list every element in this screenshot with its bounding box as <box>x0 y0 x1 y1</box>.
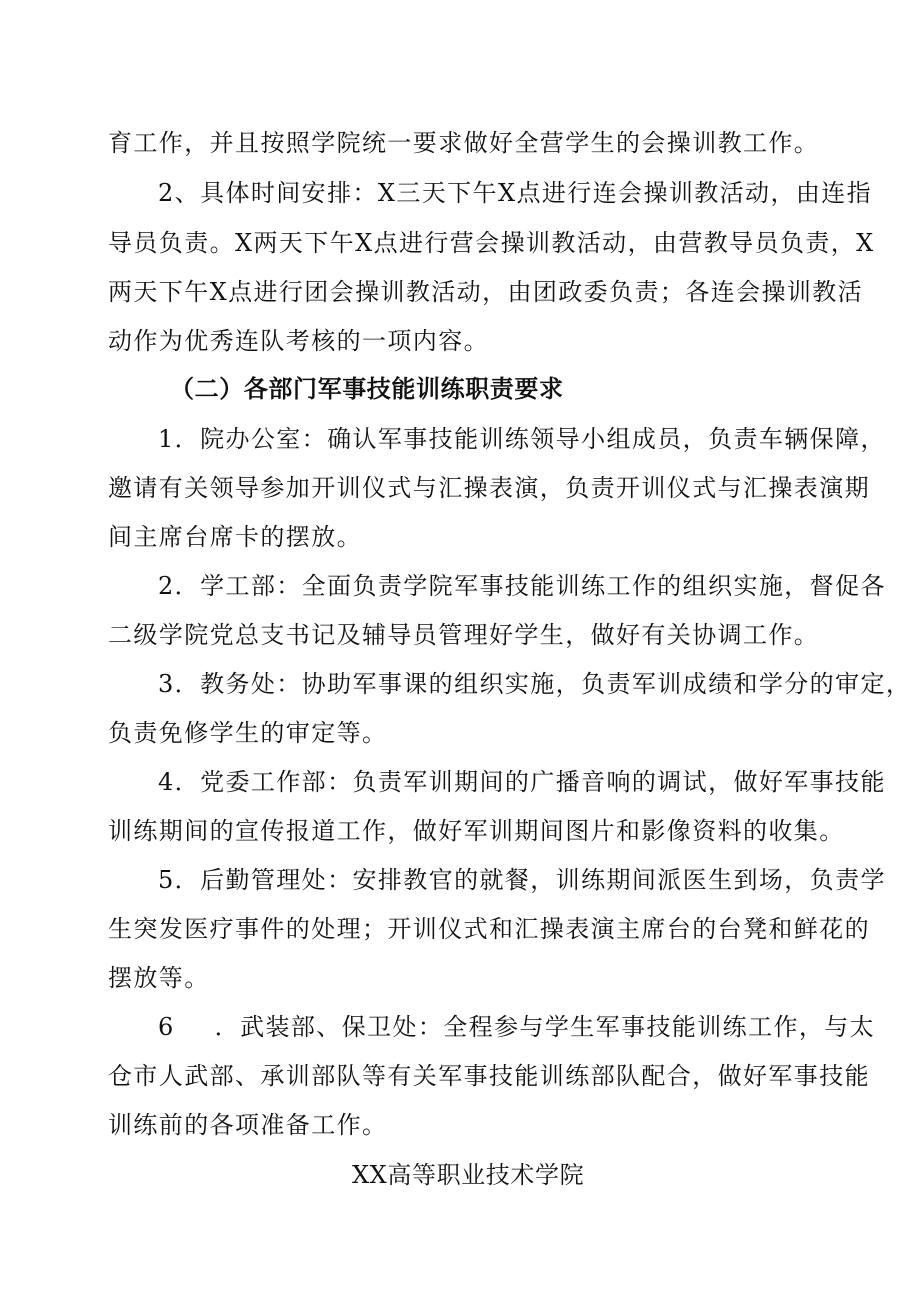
paragraph-line: 二级学院党总支书记及辅导员管理好学生，做好有关协调工作。 <box>108 621 820 649</box>
paragraph-line: 两天下午X点进行团会操训教活动，由团政委负责；各连会操训教活 <box>108 278 864 306</box>
paragraph-line: 摆放等。 <box>108 964 210 992</box>
item-text: ．武装部、保卫处：全程参与学生军事技能训练工作，与太 <box>214 1013 876 1041</box>
paragraph-line: 训练期间的宣传报道工作，做好军训期间图片和影像资料的收集。 <box>108 817 845 845</box>
paragraph-line: 育工作，并且按照学院统一要求做好全营学生的会操训教工作。 <box>108 129 820 157</box>
paragraph-line: 负责免修学生的审定等。 <box>108 719 388 747</box>
item-number: 6 <box>158 1013 175 1041</box>
paragraph-line: 2．学工部：全面负责学院军事技能训练工作的组织实施，督促各 <box>158 572 886 600</box>
paragraph-line: 仓市人武部、承训部队等有关军事技能训练部队配合，做好军事技能 <box>108 1062 870 1090</box>
paragraph-line: 导员负责。X两天下午X点进行营会操训教活动，由营教导员负责，X <box>108 229 875 257</box>
paragraph-line: 训练前的各项准备工作。 <box>108 1111 388 1139</box>
paragraph-line: 3．教务处：协助军事课的组织实施，负责军训成绩和学分的审定， <box>158 670 912 698</box>
paragraph-line: 5．后勤管理处：安排教官的就餐，训练期间派医生到场，负责学 <box>158 866 886 894</box>
paragraph-line: 4．党委工作部：负责军训期间的广播音响的调试，做好军事技能 <box>158 768 886 796</box>
paragraph-line: 1．院办公室：确认军事技能训练领导小组成员，负责车辆保障， <box>158 425 886 453</box>
paragraph-line <box>158 1012 875 1042</box>
paragraph-line: 动作为优秀连队考核的一项内容。 <box>108 327 489 355</box>
paragraph-line: 间主席台席卡的摆放。 <box>108 523 362 551</box>
paragraph-line: 2、具体时间安排：X三天下午X点进行连会操训教活动，由连指 <box>158 179 873 207</box>
signature: XX高等职业技术学院 <box>352 1161 585 1189</box>
paragraph-line: 生突发医疗事件的处理；开训仪式和汇操表演主席台的台凳和鲜花的 <box>108 915 870 943</box>
section-heading: （二）各部门军事技能训练职责要求 <box>170 375 564 403</box>
paragraph-line: 邀请有关领导参加开训仪式与汇操表演，负责开训仪式与汇操表演期 <box>108 474 870 502</box>
